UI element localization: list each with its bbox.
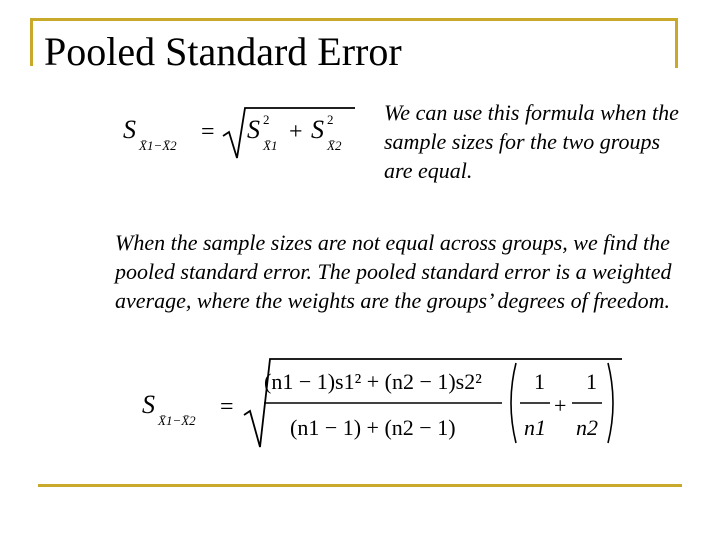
frame-bottom-line xyxy=(38,484,682,487)
formula-pooled-lhs: S xyxy=(142,390,155,419)
formula-equal-term2-sub: X̄2 xyxy=(327,138,342,153)
paragraph-unequal-sizes: When the sample sizes are not equal across groups, we find the pooled standard error. The pooled standard error is a weighted average, where the weights are the groups’ degrees of freedom. xyxy=(115,230,672,313)
frame-right-line xyxy=(675,18,678,68)
formula-pooled-plus: + xyxy=(554,393,567,418)
formula-pooled-recip2-num: 1 xyxy=(586,369,597,394)
formula-pooled-recip1-num: 1 xyxy=(534,369,545,394)
formula-equal-term1-sub: X̄1 xyxy=(263,138,278,153)
formula-pooled-recip2-den: n2 xyxy=(576,415,598,440)
paragraph-equal-sizes: We can use this formula when the sample sizes for the two groups are equal. xyxy=(384,100,679,183)
formula-pooled-recip1-den: n1 xyxy=(524,415,546,440)
formula-equal-term2-sup: 2 xyxy=(327,112,334,127)
formula-pooled-open-paren xyxy=(511,363,516,443)
formula-pooled-equals: = xyxy=(220,394,234,420)
formula-equal-lhs: S xyxy=(123,115,136,144)
formula-pooled-lhs-subscript: X̄1−X̄2 xyxy=(158,413,196,428)
formula-equal-n xyxy=(115,96,375,168)
formula-equal-plus: + xyxy=(289,119,303,145)
formula-equal-term1-sup: 2 xyxy=(263,112,270,127)
frame-top-line xyxy=(30,18,678,21)
frame-left-line xyxy=(30,18,33,66)
formula-equal-term1: S xyxy=(247,115,260,144)
formula-pooled-se xyxy=(140,355,640,450)
formula-equal-equals: = xyxy=(201,119,215,145)
formula-equal-term2: S xyxy=(311,115,324,144)
formula-pooled-numerator: (n1 − 1)s1² + (n2 − 1)s2² xyxy=(264,369,482,394)
formula-pooled-close-paren xyxy=(608,363,613,443)
formula-pooled-denominator: (n1 − 1) + (n2 − 1) xyxy=(290,415,456,440)
slide-title: Pooled Standard Error xyxy=(44,29,402,74)
formula-equal-lhs-subscript: X̄1−X̄2 xyxy=(139,138,177,153)
